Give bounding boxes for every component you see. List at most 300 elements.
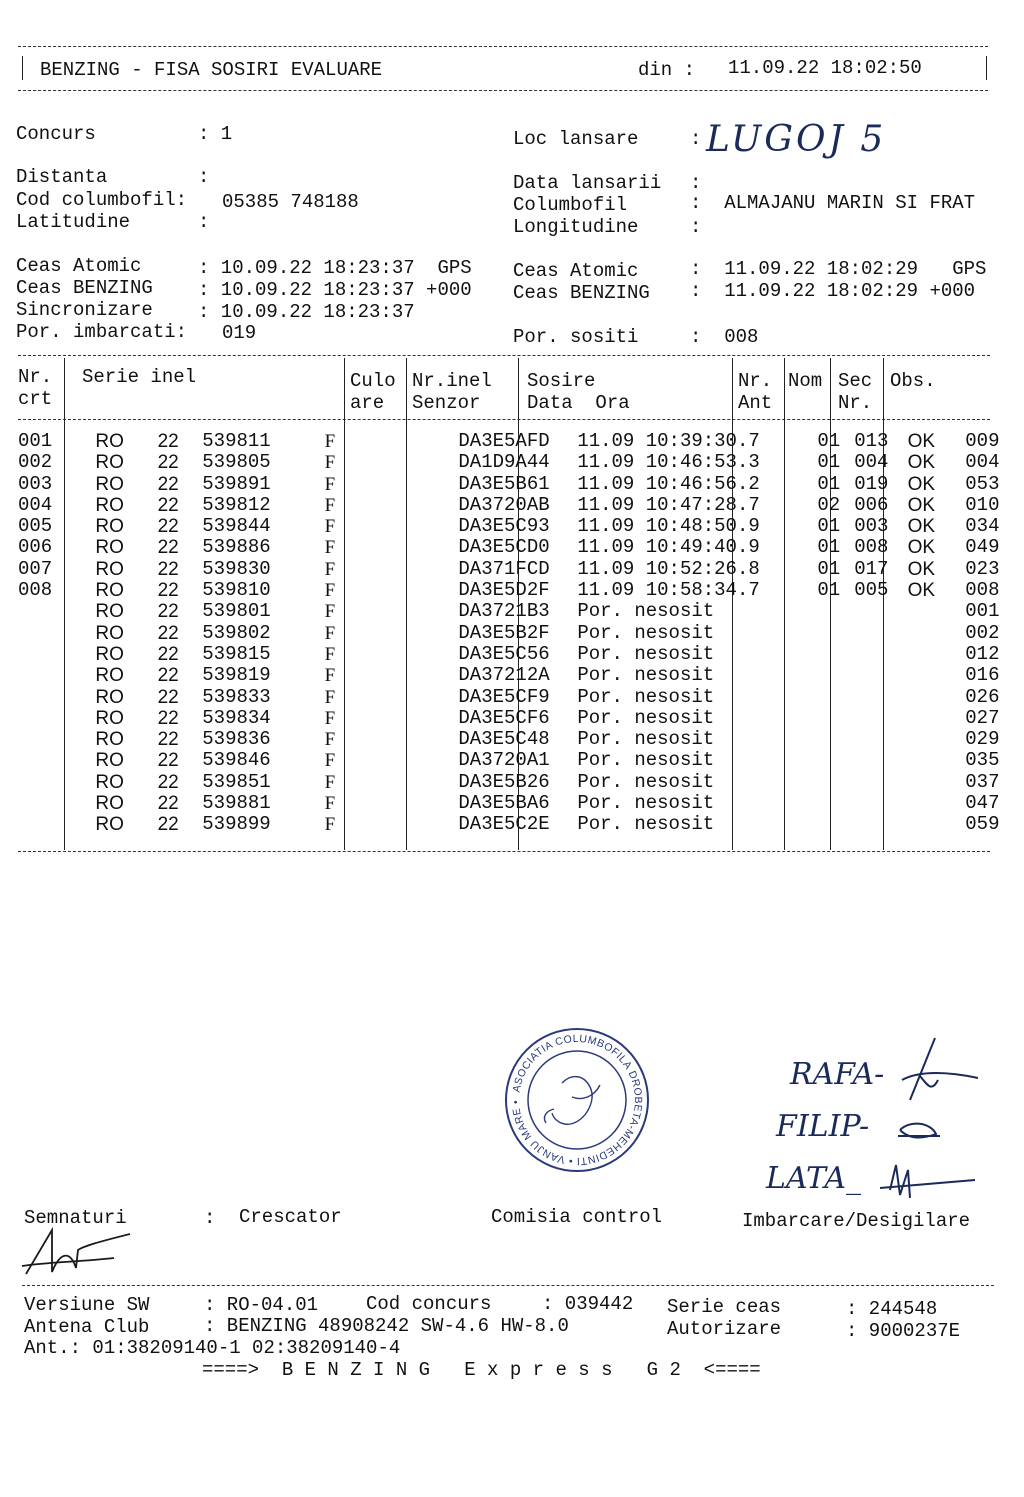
row-country: RO (95, 473, 124, 495)
row-nr-crt (18, 729, 63, 750)
table-row (18, 687, 1024, 708)
row-nr-crt: 008 (18, 579, 53, 602)
row-sex: F (324, 707, 336, 729)
cod-columbofil-value: 05385 748188 (222, 191, 359, 213)
row-country: RO (95, 537, 124, 559)
table-row (18, 665, 1024, 686)
col-header-culoare-2: are (350, 392, 385, 414)
row-nr-crt: 005 (18, 515, 53, 538)
row-country: RO (95, 601, 124, 623)
row-sec: OK (907, 473, 936, 495)
row-culoare (392, 729, 451, 750)
row-sex: F (324, 665, 336, 687)
row-nr-ant (790, 601, 849, 622)
row-nom (848, 623, 899, 644)
row-senzor: DA3E5BA6 (458, 792, 550, 815)
row-nom: 013 (854, 430, 889, 452)
row-obs: 004 (965, 451, 1000, 474)
row-year: 22 (157, 729, 179, 751)
col-header-nrant-2: Ant (738, 392, 773, 414)
row-culoare (392, 750, 451, 771)
row-senzor: DA3E5C56 (458, 642, 550, 665)
row-senzor: DA1D9A44 (458, 451, 550, 474)
row-culoare (392, 772, 451, 793)
ceas-atomic-right-label: Ceas Atomic (513, 260, 639, 282)
serie-ceas-value: : 244548 (846, 1298, 938, 1320)
row-country: RO (95, 516, 124, 538)
row-sex: F (324, 622, 336, 644)
col-header-obs: Obs. (890, 370, 936, 392)
arrivals-table (18, 431, 1024, 836)
row-sosire: Por. nesosit (577, 728, 715, 751)
table-row (18, 750, 1024, 771)
ceas-benzing-right-label: Ceas BENZING (513, 282, 650, 304)
row-obs: 012 (965, 642, 1000, 665)
row-sec: OK (907, 494, 936, 516)
row-nr-ant (790, 814, 849, 835)
row-nr-ant (790, 644, 849, 665)
row-sex: F (324, 601, 336, 623)
report-title: BENZING - FISA SOSIRI EVALUARE (40, 59, 383, 81)
row-obs: 047 (965, 792, 1000, 815)
row-sex: F (324, 750, 336, 772)
benzing-express-brand: ====> B E N Z I N G E x p r e s s G 2 <==== (202, 1359, 761, 1381)
row-sosire: Por. nesosit (577, 664, 715, 687)
row-nr-ant: 01 (817, 515, 841, 538)
row-culoare (392, 580, 451, 601)
row-year: 22 (157, 622, 179, 644)
row-year: 22 (157, 686, 179, 708)
row-nom (848, 601, 899, 622)
row-nom: 003 (854, 515, 889, 538)
distanta-label: Distanta (16, 166, 108, 188)
row-country: RO (95, 643, 124, 665)
handwritten-name-1: RAFA- (790, 1057, 885, 1092)
row-country: RO (95, 558, 124, 580)
table-row (18, 644, 1024, 665)
row-sosire: Por. nesosit (577, 600, 715, 623)
row-culoare (392, 537, 451, 558)
row-obs: 027 (965, 706, 1000, 729)
row-sex: F (324, 729, 336, 751)
distanta-value: : (198, 166, 210, 188)
table-row (18, 495, 1024, 516)
row-nr-ant (790, 729, 849, 750)
row-nr-ant (790, 793, 849, 814)
row-nr-crt (18, 772, 63, 793)
row-senzor: DA3E5AFD (458, 430, 550, 452)
row-nom (848, 687, 899, 708)
row-senzor: DA3E5CD0 (458, 536, 550, 559)
row-nr-crt: 006 (18, 536, 53, 559)
table-row (18, 793, 1024, 814)
row-country: RO (95, 814, 124, 836)
col-header-nr-crt-2: crt (18, 388, 53, 410)
row-senzor: DA3E5B26 (458, 770, 550, 793)
row-year: 22 (157, 516, 179, 538)
row-country: RO (95, 431, 124, 452)
row-ring-number: 539881 (202, 792, 271, 815)
loc-lansare-handwritten: LUGOJ 5 (706, 119, 887, 160)
row-nom: 005 (854, 579, 889, 602)
row-year: 22 (157, 601, 179, 623)
row-nr-ant: 01 (817, 451, 841, 474)
columbofil-label: Columbofil (513, 194, 628, 216)
imbarcati-value: 019 (222, 322, 257, 344)
row-ring-number: 539801 (202, 600, 271, 623)
row-ring-number: 539834 (202, 706, 271, 729)
row-senzor: DA3E5CF9 (458, 685, 550, 708)
table-header-rule (18, 419, 990, 420)
table-row (18, 452, 1024, 473)
row-senzor: DA371FCD (458, 557, 550, 580)
row-ring-number: 539812 (202, 493, 271, 516)
row-obs: 035 (965, 749, 1000, 772)
row-nom: 008 (854, 536, 889, 559)
row-ring-number: 539851 (202, 770, 271, 793)
row-senzor: DA3720AB (458, 493, 550, 516)
row-nr-crt (18, 601, 63, 622)
row-nr-crt: 002 (18, 451, 53, 474)
row-sec: OK (907, 516, 936, 538)
row-sec (900, 623, 960, 644)
table-row (18, 601, 1024, 622)
row-ring-number: 539836 (202, 728, 271, 751)
row-senzor: DA3720A1 (458, 749, 550, 772)
loc-lansare-label: Loc lansare (513, 128, 639, 150)
row-obs: 009 (965, 430, 1000, 452)
row-nr-crt: 004 (18, 493, 53, 516)
cod-concurs-value: : 039442 (542, 1293, 634, 1315)
row-nom (848, 644, 899, 665)
comisia-control-label: Comisia control (491, 1206, 663, 1228)
versiune-sw-label: Versiune SW (24, 1294, 150, 1316)
row-senzor: DA3E5B61 (458, 472, 550, 495)
row-sec (900, 793, 960, 814)
row-sosire: Por. nesosit (577, 685, 715, 708)
row-country: RO (95, 665, 124, 687)
row-obs: 049 (965, 536, 1000, 559)
col-header-serie-inel: Serie inel (82, 366, 197, 388)
row-ring-number: 539844 (202, 515, 271, 538)
row-nr-ant: 01 (817, 579, 841, 602)
row-culoare (392, 452, 451, 473)
row-obs: 037 (965, 770, 1000, 793)
row-year: 22 (157, 537, 179, 559)
row-nr-ant: 02 (817, 493, 841, 516)
row-culoare (392, 495, 451, 516)
ceas-benzing-left-label: Ceas BENZING (16, 277, 153, 299)
row-ring-number: 539802 (202, 621, 271, 644)
row-sec (900, 687, 960, 708)
col-header-sec-2: Nr. (838, 392, 873, 414)
row-year: 22 (157, 452, 179, 474)
row-nr-crt (18, 793, 63, 814)
row-nr-crt: 003 (18, 472, 53, 495)
header-bottom-rule (18, 90, 988, 91)
row-sex: F (324, 516, 336, 538)
concurs-value: : 1 (198, 123, 233, 145)
row-sosire: Por. nesosit (577, 642, 715, 665)
row-sec: OK (907, 558, 936, 580)
row-culoare (392, 665, 451, 686)
row-senzor: DA3721B3 (458, 600, 550, 623)
row-culoare (392, 793, 451, 814)
row-sec (900, 665, 960, 686)
row-sex: F (324, 494, 336, 516)
columbofil-value: : ALMAJANU MARIN SI FRAT (690, 192, 976, 214)
row-senzor: DA3E5B2F (458, 621, 550, 644)
row-sex: F (324, 580, 336, 602)
row-sec: OK (907, 537, 936, 559)
imbarcare-desigilare-label: Imbarcare/Desigilare (742, 1210, 971, 1232)
row-year: 22 (157, 707, 179, 729)
latitudine-value: : (198, 211, 210, 233)
row-obs: 010 (965, 493, 1000, 516)
row-year: 22 (157, 494, 179, 516)
row-nom: 006 (854, 493, 889, 516)
row-country: RO (95, 622, 124, 644)
row-year: 22 (157, 814, 179, 836)
row-sosire: Por. nesosit (577, 706, 715, 729)
row-sosire: 11.09 10:39:30.7 (577, 430, 760, 452)
row-country: RO (95, 494, 124, 516)
header-left-border (22, 56, 23, 80)
row-ring-number: 539830 (202, 557, 271, 580)
row-sec (900, 601, 960, 622)
row-ring-number: 539815 (202, 642, 271, 665)
row-year: 22 (157, 431, 179, 452)
row-country: RO (95, 729, 124, 751)
arrivals-table-body (18, 431, 1024, 836)
row-sosire: Por. nesosit (577, 792, 715, 815)
row-nom (848, 665, 899, 686)
row-nr-ant: 01 (817, 472, 841, 495)
col-header-sosire-2: Data Ora (527, 392, 630, 414)
row-year: 22 (157, 473, 179, 495)
row-year: 22 (157, 643, 179, 665)
row-nom: 004 (854, 451, 889, 474)
header-top-rule (18, 46, 988, 47)
serie-ceas-label: Serie ceas (667, 1296, 782, 1318)
row-year: 22 (157, 558, 179, 580)
row-sex: F (324, 452, 336, 474)
row-nr-crt (18, 687, 63, 708)
semnaturi-colon: : (204, 1207, 216, 1229)
row-ring-number: 539891 (202, 472, 271, 495)
row-senzor: DA3E5C2E (458, 813, 550, 836)
table-row (18, 729, 1024, 750)
table-row (18, 814, 1024, 835)
col-header-nrinel-2: Senzor (412, 392, 481, 414)
row-sosire: 11.09 10:52:26.8 (577, 557, 760, 580)
row-ring-number: 539899 (202, 813, 271, 836)
semnaturi-label: Semnaturi (24, 1207, 127, 1229)
row-country: RO (95, 452, 124, 474)
row-sex: F (324, 537, 336, 559)
row-nr-ant: 01 (817, 557, 841, 580)
antena-club-value: : BENZING 48908242 SW-4.6 HW-8.0 (204, 1315, 569, 1337)
col-header-nom: Nom (788, 370, 823, 392)
table-row (18, 580, 1024, 601)
concurs-label: Concurs (16, 123, 96, 145)
row-nr-crt (18, 623, 63, 644)
row-year: 22 (157, 771, 179, 793)
row-sex: F (324, 473, 336, 495)
association-stamp (502, 1025, 652, 1175)
sincronizare-value: : 10.09.22 18:23:37 (198, 301, 415, 323)
table-top-rule (18, 355, 990, 356)
data-lansarii-label: Data lansarii (513, 172, 662, 194)
row-country: RO (95, 793, 124, 815)
ceas-atomic-left-label: Ceas Atomic (16, 255, 142, 277)
row-nom (848, 729, 899, 750)
row-sec: OK (907, 452, 936, 474)
row-country: RO (95, 707, 124, 729)
row-nr-ant (790, 687, 849, 708)
row-obs: 029 (965, 728, 1000, 751)
row-sosire: 11.09 10:46:56.2 (577, 472, 760, 495)
row-nr-ant: 01 (817, 536, 841, 559)
row-nr-crt: 001 (18, 430, 53, 452)
footer-rule (22, 1285, 994, 1286)
row-senzor: DA3E5CF6 (458, 706, 550, 729)
autorizare-value: : 9000237E (846, 1320, 961, 1342)
stamp-text: ASOCIATIA COLUMBOFILA DROBETA-MEHEDINTI • VANJU MARE • (509, 1032, 645, 1168)
row-sosire: 11.09 10:46:53.3 (577, 451, 760, 474)
imbarcati-label: Por. imbarcati: (16, 321, 188, 343)
row-culoare (392, 516, 451, 537)
row-sec (900, 729, 960, 750)
row-senzor: DA3E5C93 (458, 515, 550, 538)
table-row (18, 474, 1024, 495)
table-row (18, 708, 1024, 729)
longitudine-label: Longitudine (513, 216, 639, 238)
crescator-signature (18, 1222, 138, 1282)
row-country: RO (95, 580, 124, 602)
handwritten-name-2: FILIP- (776, 1109, 870, 1144)
ceas-benzing-right-value: : 11.09.22 18:02:29 +000 (690, 280, 976, 302)
crescator-label: Crescator (239, 1206, 342, 1228)
sositi-label: Por. sositi (513, 326, 639, 348)
row-year: 22 (157, 750, 179, 772)
row-ring-number: 539811 (202, 430, 271, 452)
antenna-ids: Ant.: 01:38209140-1 02:38209140-4 (24, 1337, 401, 1359)
handwritten-name-3: LATA_ (766, 1161, 861, 1196)
row-nr-crt (18, 644, 63, 665)
row-year: 22 (157, 580, 179, 602)
row-culoare (392, 687, 451, 708)
row-country: RO (95, 771, 124, 793)
row-country: RO (95, 686, 124, 708)
row-sec (900, 644, 960, 665)
row-ring-number: 539886 (202, 536, 271, 559)
row-obs: 002 (965, 621, 1000, 644)
table-row (18, 431, 1024, 452)
row-ring-number: 539819 (202, 664, 271, 687)
row-sosire: Por. nesosit (577, 813, 715, 836)
col-header-culoare-1: Culo (350, 370, 396, 392)
table-row (18, 772, 1024, 793)
table-row (18, 537, 1024, 558)
row-year: 22 (157, 793, 179, 815)
row-culoare (392, 601, 451, 622)
row-sec: OK (907, 580, 936, 602)
row-sec (900, 750, 960, 771)
row-sex: F (324, 643, 336, 665)
row-sosire: Por. nesosit (577, 749, 715, 772)
row-nom (848, 750, 899, 771)
loc-lansare-colon: : (690, 128, 702, 150)
table-row (18, 516, 1024, 537)
row-ring-number: 539805 (202, 451, 271, 474)
col-header-nr-crt-1: Nr. (18, 366, 53, 388)
row-ring-number: 539833 (202, 685, 271, 708)
versiune-sw-value: : RO-04.01 (204, 1294, 319, 1316)
table-row (18, 623, 1024, 644)
row-culoare (392, 623, 451, 644)
cod-concurs-label: Cod concurs (366, 1293, 492, 1315)
header-right-border (986, 56, 987, 80)
row-obs: 016 (965, 664, 1000, 687)
row-nom (848, 793, 899, 814)
ceas-benzing-left-value: : 10.09.22 18:23:37 +000 (198, 279, 472, 301)
row-senzor: DA3E5D2F (458, 579, 550, 602)
row-sex: F (324, 771, 336, 793)
row-nom (848, 772, 899, 793)
row-sec (900, 814, 960, 835)
row-sec (900, 772, 960, 793)
table-bottom-rule (18, 851, 990, 852)
cod-columbofil-label: Cod columbofil: (16, 189, 188, 211)
latitudine-label: Latitudine (16, 211, 131, 233)
dove-icon (544, 1077, 600, 1125)
row-nr-ant (790, 772, 849, 793)
row-culoare (392, 814, 451, 835)
row-obs: 053 (965, 472, 1000, 495)
row-sex: F (324, 814, 336, 836)
row-nr-ant (790, 623, 849, 644)
row-culoare (392, 644, 451, 665)
row-sex: F (324, 558, 336, 580)
table-row (18, 559, 1024, 580)
ceas-atomic-left-value: : 10.09.22 18:23:37 GPS (198, 257, 472, 279)
row-culoare (392, 708, 451, 729)
row-nom (848, 708, 899, 729)
signature-scribbles (880, 1030, 990, 1210)
row-sosire: 11.09 10:48:50.9 (577, 515, 760, 538)
row-nr-crt (18, 665, 63, 686)
data-lansarii-value: : (690, 172, 702, 194)
row-obs: 023 (965, 557, 1000, 580)
row-obs: 059 (965, 813, 1000, 836)
sincronizare-label: Sincronizare (16, 299, 153, 321)
row-sec (900, 708, 960, 729)
row-culoare (392, 431, 451, 452)
row-culoare (392, 474, 451, 495)
row-sex: F (324, 431, 336, 452)
row-sosire: Por. nesosit (577, 621, 715, 644)
row-senzor: DA3E5C48 (458, 728, 550, 751)
row-ring-number: 539810 (202, 579, 271, 602)
sositi-value: : 008 (690, 326, 759, 348)
row-sosire: 11.09 10:49:40.9 (577, 536, 760, 559)
row-obs: 034 (965, 515, 1000, 538)
row-sex: F (324, 686, 336, 708)
longitudine-value: : (690, 216, 702, 238)
col-header-sosire-1: Sosire (527, 370, 596, 392)
report-datetime: 11.09.22 18:02:50 (728, 57, 922, 79)
